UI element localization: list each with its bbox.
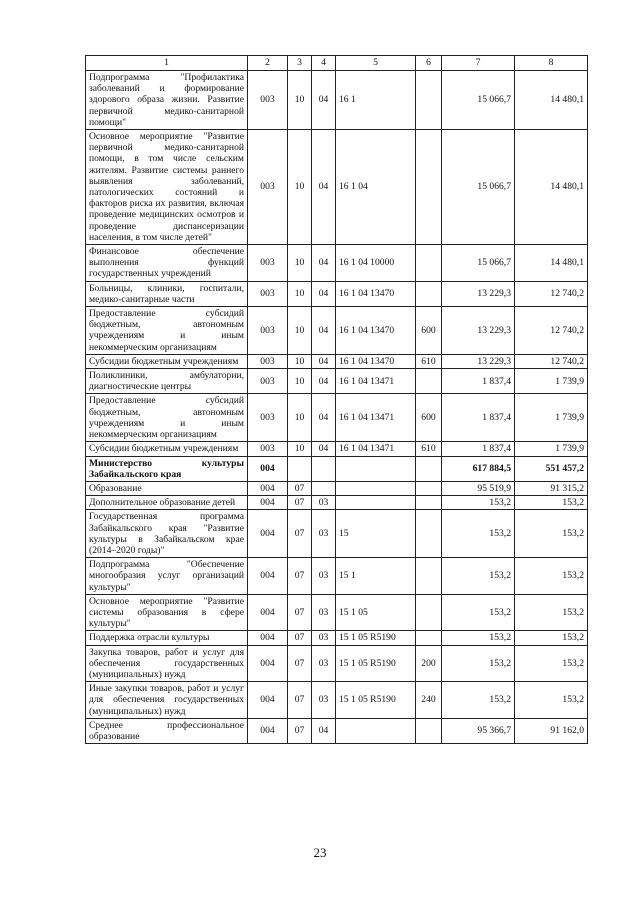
row-amount-2: 153,2 [515,645,588,682]
row-subsection: 03 [312,594,336,631]
row-expense-type: 610 [416,442,442,456]
row-section: 07 [288,481,312,495]
row-name: Основное мероприятие "Развитие первичной медико-санитарной помощи, в том числе сельским жителям. Развитие системы раннего выявления заболеваний, патологических состояний и факторов риска их развития, включая проведение медицинских осмотров и проведение диспансеризации населения, в том числе детей" [86,130,248,245]
row-name: Среднее профессиональное образование [86,718,248,743]
row-section: 10 [288,245,312,282]
row-amount-1: 95 519,9 [442,481,515,495]
table-row [86,130,588,245]
table-row [86,496,588,510]
row-target-article: 16 1 [336,71,416,130]
header-col-4: 4 [312,56,336,71]
header-col-8: 8 [515,56,588,71]
row-subsection: 04 [312,369,336,394]
row-amount-1: 153,2 [442,631,515,645]
row-amount-2: 14 480,1 [515,130,588,245]
row-ministry-code: 004 [248,645,288,682]
row-expense-type [416,245,442,282]
row-amount-1: 15 066,7 [442,71,515,130]
row-expense-type [416,369,442,394]
row-ministry-code: 003 [248,245,288,282]
row-name: Больницы, клиники, госпитали, медико-санитарные части [86,281,248,306]
row-amount-1: 15 066,7 [442,130,515,245]
row-target-article [336,481,416,495]
row-amount-1: 153,2 [442,558,515,595]
table-row [86,645,588,682]
row-name: Закупка товаров, работ и услуг для обеспечения государственных (муниципальных) нужд [86,645,248,682]
row-ministry-code: 003 [248,130,288,245]
row-ministry-code: 004 [248,682,288,719]
table-header-row [86,56,588,71]
row-amount-1: 153,2 [442,645,515,682]
row-subsection: 04 [312,354,336,368]
row-target-article: 15 1 05 R5190 [336,682,416,719]
row-expense-type [416,71,442,130]
row-amount-2: 1 739,9 [515,394,588,442]
header-col-6: 6 [416,56,442,71]
table-row [86,71,588,130]
row-target-article [336,496,416,510]
row-section: 10 [288,354,312,368]
row-expense-type [416,631,442,645]
row-section: 10 [288,442,312,456]
row-name: Подпрограмма "Обеспечение многообразия услуг организаций культуры" [86,558,248,595]
row-amount-1: 617 884,5 [442,456,515,481]
row-expense-type [416,481,442,495]
table-row [86,354,588,368]
row-name: Подпрограмма "Профилактика заболеваний и формирование здорового образа жизни. Развитие первичной медико-санитарной помощи" [86,71,248,130]
header-col-3: 3 [288,56,312,71]
row-expense-type: 610 [416,354,442,368]
table-body [86,71,588,744]
row-ministry-code: 004 [248,481,288,495]
row-amount-1: 153,2 [442,496,515,510]
row-amount-2: 1 739,9 [515,369,588,394]
row-subsection: 04 [312,130,336,245]
row-section: 07 [288,718,312,743]
row-expense-type [416,130,442,245]
row-section: 10 [288,394,312,442]
page-number: 23 [313,845,327,860]
header-col-7: 7 [442,56,515,71]
row-subsection: 03 [312,558,336,595]
row-amount-2: 12 740,2 [515,307,588,355]
row-amount-2: 91 162,0 [515,718,588,743]
table-row [86,718,588,743]
row-target-article [336,456,416,481]
row-ministry-code: 003 [248,369,288,394]
header-col-2: 2 [248,56,288,71]
row-ministry-code: 004 [248,558,288,595]
row-target-article: 16 1 04 13471 [336,394,416,442]
row-amount-2: 12 740,2 [515,354,588,368]
row-name: Предоставление субсидий бюджетным, автономным учреждениям и иным некоммерческим организациям [86,394,248,442]
row-section: 07 [288,594,312,631]
row-amount-2: 12 740,2 [515,281,588,306]
table-row [86,558,588,595]
row-section: 07 [288,558,312,595]
row-target-article [336,718,416,743]
row-expense-type [416,594,442,631]
row-amount-1: 153,2 [442,682,515,719]
table-row [86,442,588,456]
table-row [86,307,588,355]
row-target-article: 16 1 04 13470 [336,354,416,368]
row-subsection: 04 [312,718,336,743]
row-subsection: 04 [312,442,336,456]
row-target-article: 15 1 [336,558,416,595]
row-amount-1: 1 837,4 [442,442,515,456]
row-amount-2: 91 315,2 [515,481,588,495]
row-ministry-code: 004 [248,510,288,558]
row-expense-type [416,496,442,510]
table-row [86,281,588,306]
row-target-article: 16 1 04 13470 [336,307,416,355]
row-section: 07 [288,645,312,682]
row-amount-2: 153,2 [515,558,588,595]
budget-table [85,55,588,744]
table-row [86,369,588,394]
row-amount-1: 13 229,3 [442,281,515,306]
row-ministry-code: 003 [248,281,288,306]
row-name: Образование [86,481,248,495]
row-expense-type [416,558,442,595]
row-amount-1: 95 366,7 [442,718,515,743]
row-expense-type: 600 [416,307,442,355]
row-ministry-code: 004 [248,631,288,645]
row-expense-type [416,281,442,306]
row-name: Финансовое обеспечение выполнения функций государственных учреждений [86,245,248,282]
row-expense-type: 240 [416,682,442,719]
row-section: 10 [288,307,312,355]
row-amount-1: 13 229,3 [442,354,515,368]
table-row [86,245,588,282]
row-expense-type [416,718,442,743]
row-subsection: 04 [312,71,336,130]
row-ministry-code: 004 [248,496,288,510]
row-amount-1: 153,2 [442,510,515,558]
row-name: Иные закупки товаров, работ и услуг для обеспечения государственных (муниципальных) нужд [86,682,248,719]
row-subsection: 03 [312,645,336,682]
row-name: Министерство культуры Забайкальского края [86,456,248,481]
row-target-article: 15 [336,510,416,558]
row-ministry-code: 004 [248,594,288,631]
row-subsection: 04 [312,307,336,355]
row-target-article: 15 1 05 R5190 [336,645,416,682]
row-target-article: 16 1 04 13471 [336,369,416,394]
row-section: 07 [288,510,312,558]
row-expense-type [416,456,442,481]
row-name: Субсидии бюджетным учреждениям [86,354,248,368]
row-amount-2: 551 457,2 [515,456,588,481]
row-subsection: 04 [312,394,336,442]
row-target-article: 15 1 05 R5190 [336,631,416,645]
table-row [86,481,588,495]
row-section: 07 [288,496,312,510]
table-row [86,594,588,631]
table-row [86,394,588,442]
row-subsection: 03 [312,510,336,558]
row-section: 10 [288,369,312,394]
row-name: Поддержка отрасли культуры [86,631,248,645]
row-subsection: 04 [312,245,336,282]
row-subsection: 03 [312,496,336,510]
row-amount-2: 153,2 [515,594,588,631]
row-subsection: 03 [312,682,336,719]
row-target-article: 15 1 05 [336,594,416,631]
row-target-article: 16 1 04 10000 [336,245,416,282]
row-amount-2: 153,2 [515,496,588,510]
row-section: 10 [288,130,312,245]
header-col-1: 1 [86,56,248,71]
row-ministry-code: 004 [248,456,288,481]
row-amount-2: 14 480,1 [515,245,588,282]
row-amount-2: 1 739,9 [515,442,588,456]
row-expense-type: 200 [416,645,442,682]
row-amount-1: 1 837,4 [442,369,515,394]
row-target-article: 16 1 04 13470 [336,281,416,306]
table-row [86,682,588,719]
row-ministry-code: 003 [248,307,288,355]
row-name: Предоставление субсидий бюджетным, автономным учреждениям и иным некоммерческим организациям [86,307,248,355]
table-row [86,510,588,558]
row-expense-type [416,510,442,558]
row-name: Основное мероприятие "Развитие системы образования в сфере культуры" [86,594,248,631]
row-amount-1: 1 837,4 [442,394,515,442]
row-target-article: 16 1 04 [336,130,416,245]
row-name: Субсидии бюджетным учреждениям [86,442,248,456]
row-section: 07 [288,682,312,719]
table-row [86,631,588,645]
row-section [288,456,312,481]
row-subsection [312,456,336,481]
row-amount-2: 153,2 [515,631,588,645]
row-ministry-code: 003 [248,71,288,130]
row-ministry-code: 003 [248,442,288,456]
row-amount-1: 13 229,3 [442,307,515,355]
row-amount-1: 153,2 [442,594,515,631]
row-section: 07 [288,631,312,645]
row-target-article: 16 1 04 13471 [336,442,416,456]
row-amount-1: 15 066,7 [442,245,515,282]
row-name: Дополнительное образование детей [86,496,248,510]
row-section: 10 [288,71,312,130]
row-expense-type: 600 [416,394,442,442]
row-subsection [312,481,336,495]
row-section: 10 [288,281,312,306]
row-name: Государственная программа Забайкальского края "Развитие культуры в Забайкальском крае (2014–2020 годы)" [86,510,248,558]
row-ministry-code: 003 [248,354,288,368]
row-ministry-code: 004 [248,718,288,743]
row-subsection: 03 [312,631,336,645]
row-ministry-code: 003 [248,394,288,442]
header-col-5: 5 [336,56,416,71]
row-amount-2: 153,2 [515,682,588,719]
row-subsection: 04 [312,281,336,306]
row-amount-2: 14 480,1 [515,71,588,130]
row-name: Поликлиники, амбулатории, диагностические центры [86,369,248,394]
row-amount-2: 153,2 [515,510,588,558]
table-row [86,456,588,481]
